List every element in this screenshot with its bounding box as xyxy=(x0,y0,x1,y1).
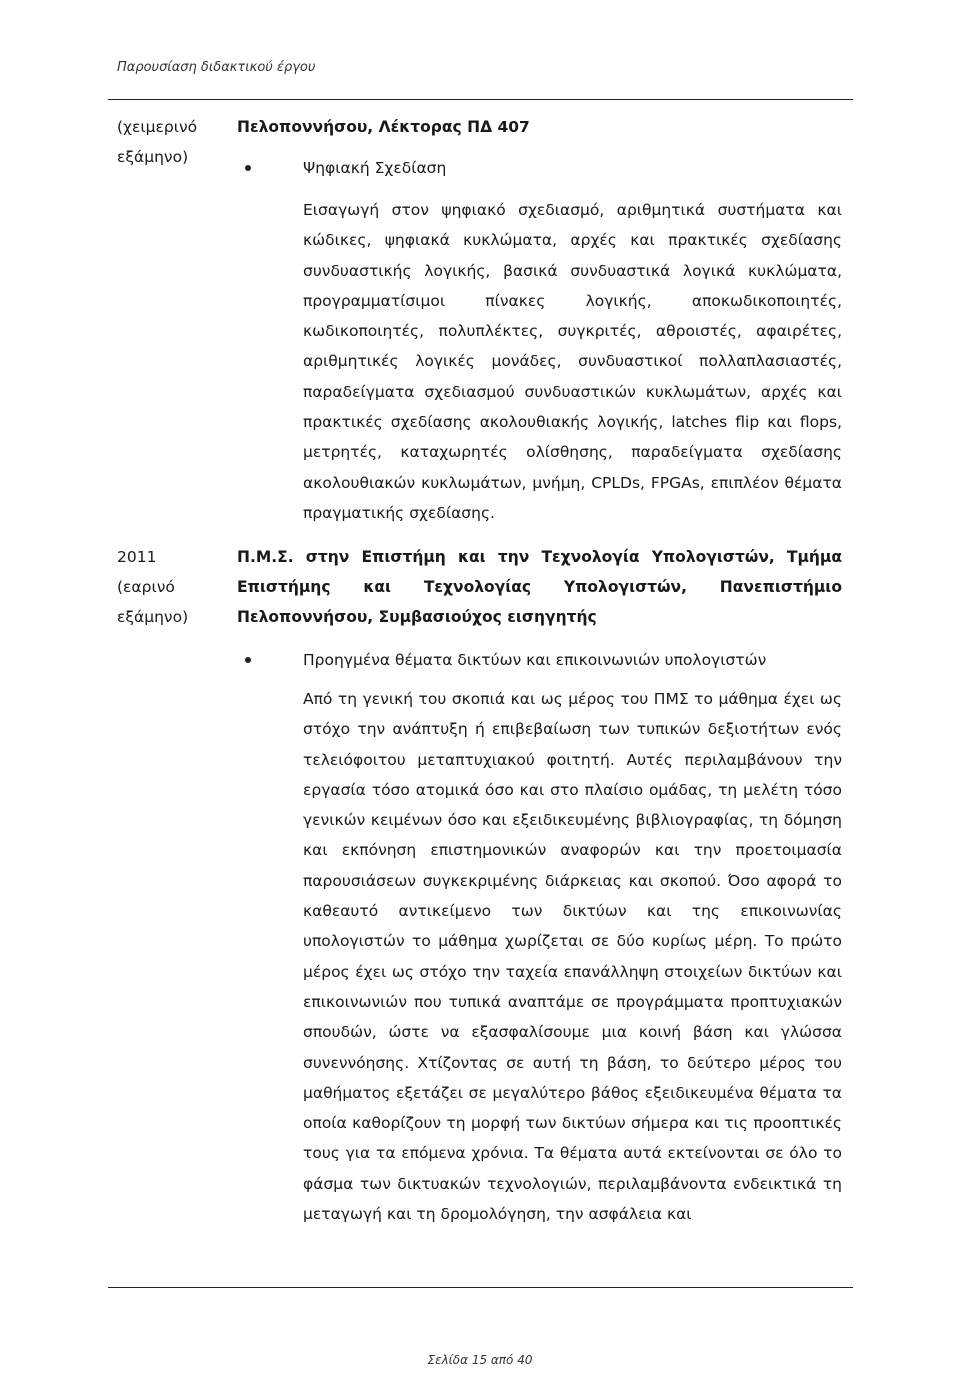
period-line: (χειμερινό xyxy=(117,118,198,136)
bullet-icon xyxy=(245,165,251,171)
course-title: Ψηφιακή Σχεδίαση xyxy=(303,159,447,177)
top-divider xyxy=(108,99,853,100)
entry-period xyxy=(117,112,227,172)
course-title: Προηγμένα θέματα δικτύων και επικοινωνιών υπολογιστών xyxy=(303,651,767,669)
entry-institution: Πελοποννήσου, Λέκτορας ΠΔ 407 xyxy=(237,118,530,136)
period-line: εξάμηνο) xyxy=(117,608,189,626)
period-line: 2011 xyxy=(117,548,157,566)
entry-period xyxy=(117,542,227,632)
course-description: Από τη γενική του σκοπιά και ως μέρος του ΠΜΣ το μάθημα έχει ως στόχο την ανάπτυξη ή επιβεβαίωση των τυπικών δεξιοτήτων ενός τελειόφοιτου μεταπτυχιακού φοιτητή. Αυτές περιλαμβάνουν την εργασία τόσο ατομικά όσο και στο πλαίσιο ομάδας, τη μελέτη τόσο γενικών κειμένων όσο και εξειδικευμένης βιβλιογραφίας, τη δόμηση και εκπόνηση επιστημονικών αναφορών και την προετοιμασία παρουσιάσεων συγκεκριμένης διάρκειας και σκοπού. Όσο αφορά το καθεαυτό αντικείμενο των δικτύων και της επικοινωνίας υπολογιστών το μάθημα χωρίζεται σε δύο κυρίως μέρη. Το πρώτο μέρος έχει ως στόχο την ταχεία επανάλληψη στοιχείων δικτύων και επικοινωνιών που τυπικά αναπτάμε σε προγράμματα προπτυχιακών σπουδών, ώστε να εξασφαλίσουμε μια κοινή βάση και γλώσσα συνεννόησης. Χτίζοντας σε αυτή τη βάση, το δεύτερο μέρος του μαθήματος εξετάζει σε μεγαλύτερο βάθος εξειδικευμένα θέματα τα οποία καθορίζουν τη μορφή των δικτύων σήμερα και τις προοπτικές τους για τα επόμενα χρόνια. Τα θέματα αυτά εκτείνονται σε όλο το φάσμα των δικτυακών τεχνολογιών, περιλαμβάνοντα ενδεικτικά τη μεταγωγή και τη δρομολόγηση, την ασφάλεια και xyxy=(303,690,842,1224)
entry-institution: Π.Μ.Σ. στην Επιστήμη και την Τεχνολογία Υπολογιστών, Τμήμα Επιστήμης και Τεχνολογίας Υπολογιστών, Πανεπιστήμιο Πελοποννήσου, Συμβασιούχος εισηγητής xyxy=(237,548,842,626)
period-line: (εαρινό xyxy=(117,578,175,596)
course-description: Εισαγωγή στον ψηφιακό σχεδιασμό, αριθμητικά συστήματα και κώδικες, ψηφιακά κυκλώματα, αρχές και πρακτικές σχεδίασης συνδυαστικής λογικής, βασικά συνδυαστικά λογικά κυκλώματα, προγραμματίσιμοι πίνακες λογικής, αποκωδικοποιητές, κωδικοποιητές, πολυπλέκτες, συγκριτές, αθροιστές, αφαιρέτες, αριθμητικές λογικές μονάδες, συνδυαστικοί πολλαπλασιαστές, παραδείγματα σχεδιασμού συνδυαστικών κυκλωμάτων, αρχές και πρακτικές σχεδίασης ακολουθιακής λογικής, latches flip και flops, μετρητές, καταχωρητές ολίσθησης, παραδείγματα σχεδίασης ακολουθιακών κυκλωμάτων, μνήμη, CPLDs, FPGAs, επιπλέον θέματα πραγματικής σχεδίασης. xyxy=(303,201,842,522)
period-line: εξάμηνο) xyxy=(117,148,189,166)
page-number: Σελίδα 15 από 40 xyxy=(427,1353,533,1367)
bottom-divider xyxy=(108,1287,853,1288)
running-header: Παρουσίαση διδακτικού έργου xyxy=(117,60,316,75)
bullet-icon xyxy=(245,657,251,663)
